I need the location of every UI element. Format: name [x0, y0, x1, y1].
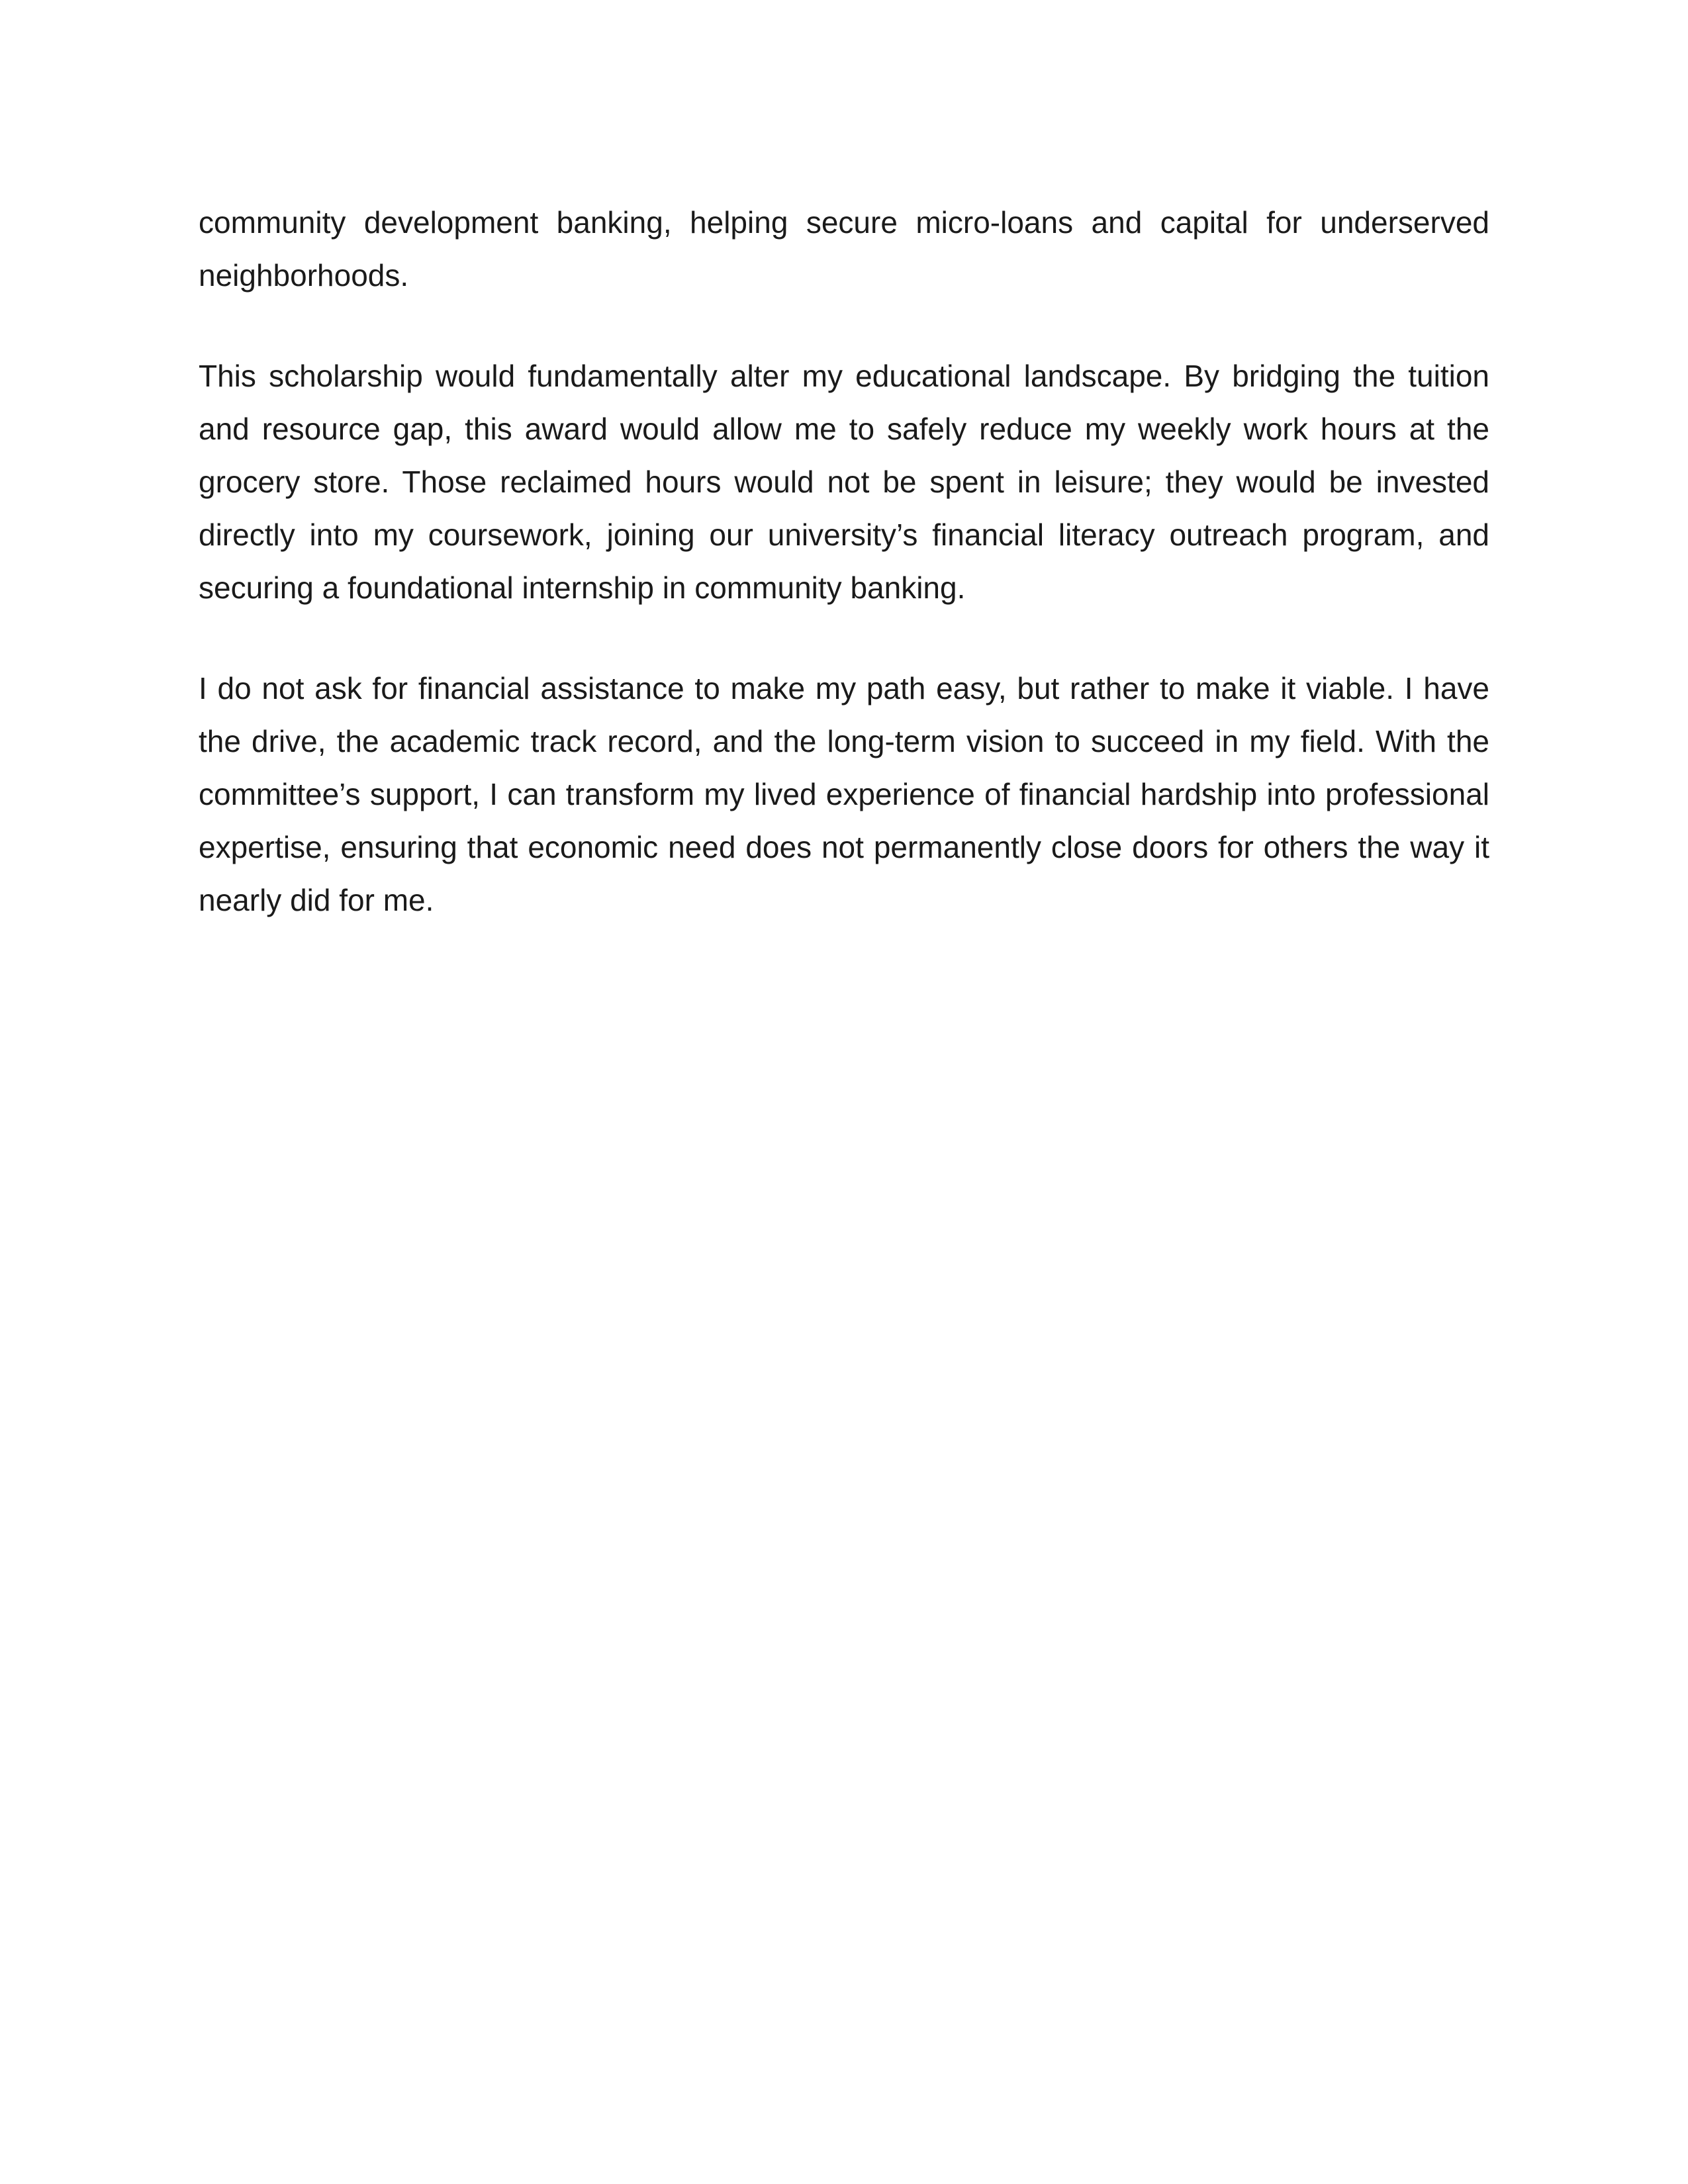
document-body	[199, 196, 1489, 927]
paragraph-scholarship-impact: This scholarship would fundamentally alter my educational landscape. By bridging the tuition and resource gap, this award would allow me to safely reduce my weekly work hours at the grocery store. Those reclaimed hours would not be spent in leisure; they would be invested directly into my coursework, joining our university’s financial literacy outreach program, and securing a foundational internship in community banking.	[199, 359, 1489, 605]
paragraph-closing: I do not ask for financial assistance to make my path easy, but rather to make it viable. I have the drive, the academic track record, and the long-term vision to succeed in my field. With the committee’s support, I can transform my lived experience of financial hardship into professional expertise, ensuring that economic need does not permanently close doors for others the way it nearly did for me.	[199, 671, 1489, 917]
paragraph-continuation: community development banking, helping secure micro-loans and capital for underserved neighborhoods.	[199, 205, 1489, 293]
